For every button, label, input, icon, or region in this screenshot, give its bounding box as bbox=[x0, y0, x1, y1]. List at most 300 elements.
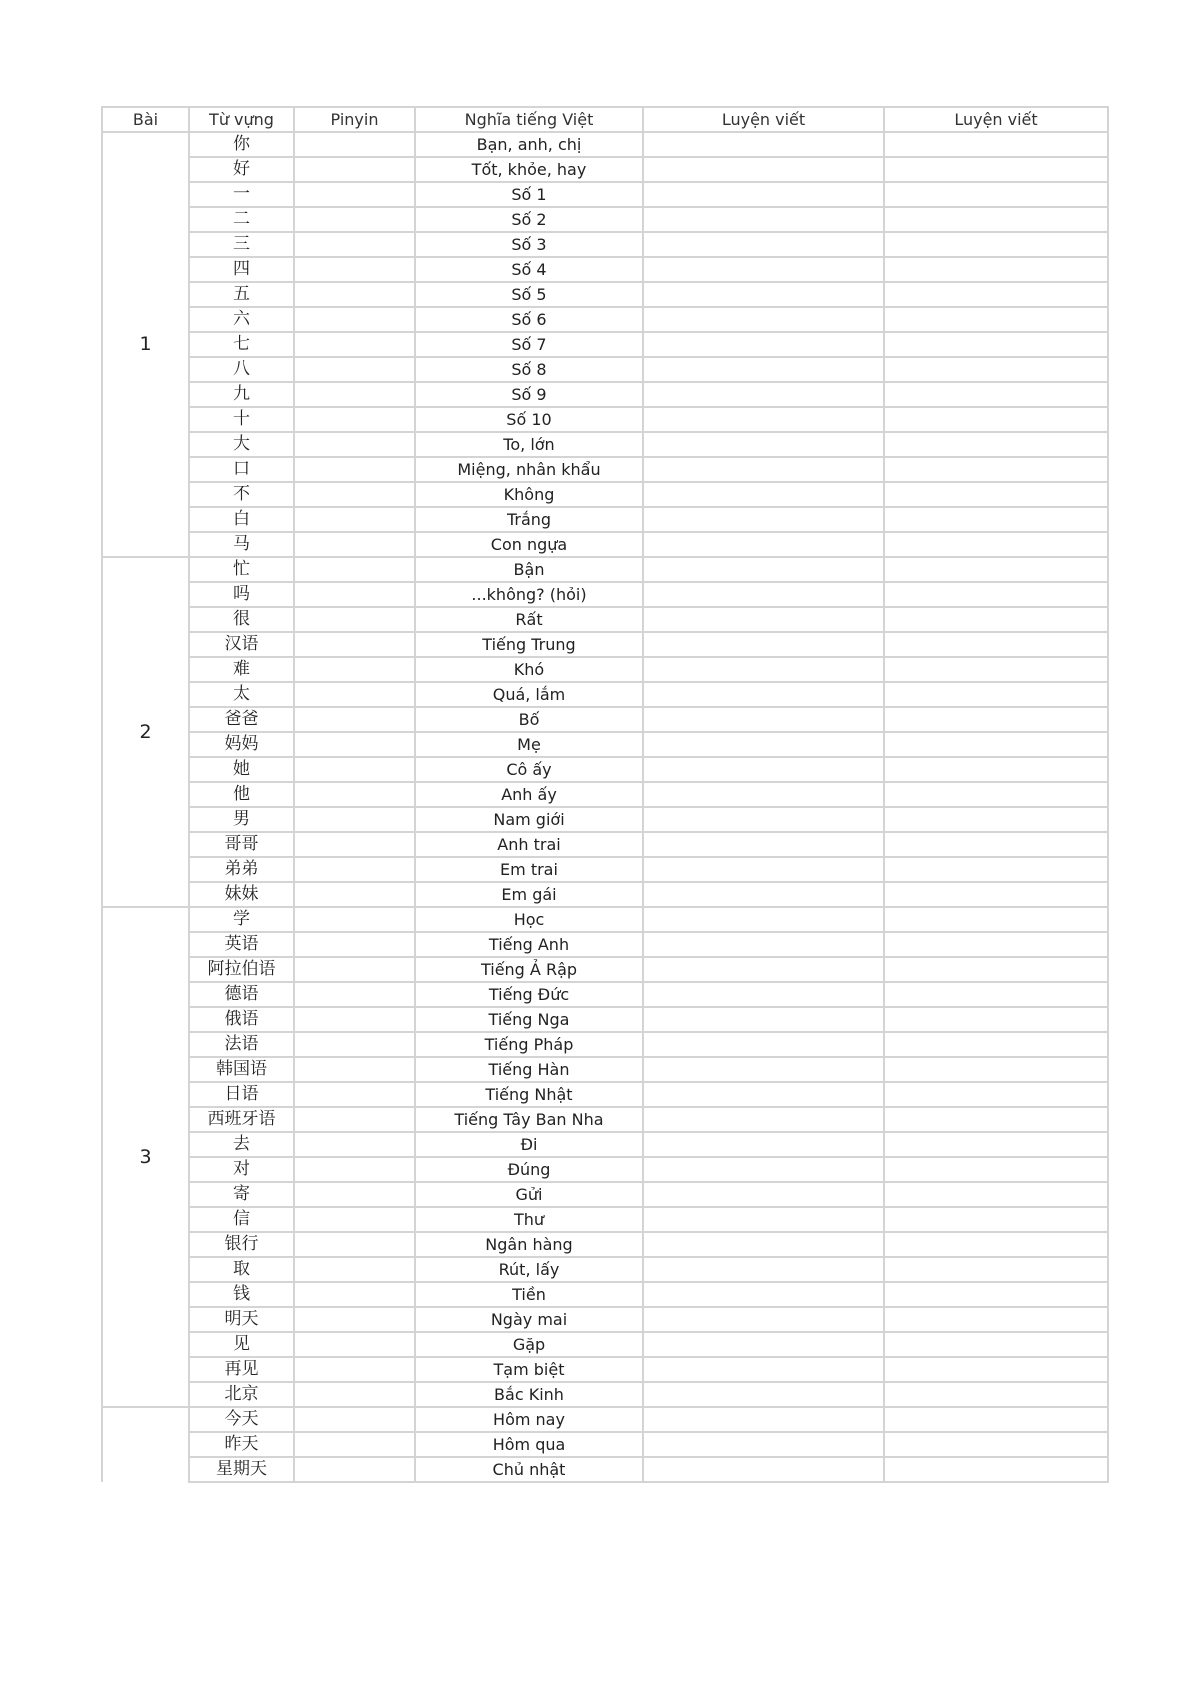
vocab-meaning: Thư bbox=[415, 1207, 643, 1232]
writing-practice-cell[interactable] bbox=[884, 582, 1108, 607]
vocab-meaning: Tốt, khỏe, hay bbox=[415, 157, 643, 182]
vocab-row bbox=[102, 1132, 1108, 1157]
vocab-meaning: Tiếng Nga bbox=[415, 1007, 643, 1032]
vocab-meaning: Bố bbox=[415, 707, 643, 732]
vocab-meaning: Nam giới bbox=[415, 807, 643, 832]
writing-practice-cell[interactable] bbox=[643, 1182, 884, 1207]
pinyin-cell[interactable] bbox=[294, 232, 415, 257]
vocab-hanzi: 弟弟 bbox=[189, 857, 294, 882]
vocab-hanzi: 钱 bbox=[189, 1282, 294, 1307]
writing-practice-cell[interactable] bbox=[884, 1157, 1108, 1182]
writing-practice-cell[interactable] bbox=[884, 1207, 1108, 1232]
vocab-meaning: Tiếng Nhật bbox=[415, 1082, 643, 1107]
writing-practice-cell[interactable] bbox=[884, 857, 1108, 882]
writing-practice-cell[interactable] bbox=[884, 1382, 1108, 1407]
vocab-row bbox=[102, 807, 1108, 832]
writing-practice-cell[interactable] bbox=[884, 882, 1108, 907]
header-row bbox=[102, 107, 1108, 132]
writing-practice-cell[interactable] bbox=[643, 1207, 884, 1232]
writing-practice-cell[interactable] bbox=[643, 132, 884, 157]
pinyin-cell[interactable] bbox=[294, 1132, 415, 1157]
writing-practice-cell[interactable] bbox=[884, 532, 1108, 557]
writing-practice-cell[interactable] bbox=[643, 732, 884, 757]
pinyin-cell[interactable] bbox=[294, 1107, 415, 1132]
writing-practice-cell[interactable] bbox=[643, 1332, 884, 1357]
writing-practice-cell[interactable] bbox=[884, 1282, 1108, 1307]
vocab-meaning: Tạm biệt bbox=[415, 1357, 643, 1382]
pinyin-cell[interactable] bbox=[294, 407, 415, 432]
vocab-row bbox=[102, 257, 1108, 282]
writing-practice-cell[interactable] bbox=[643, 1157, 884, 1182]
writing-practice-cell[interactable] bbox=[884, 232, 1108, 257]
writing-practice-cell[interactable] bbox=[643, 682, 884, 707]
pinyin-cell[interactable] bbox=[294, 1457, 415, 1482]
vocab-hanzi: 九 bbox=[189, 382, 294, 407]
header-vocab: Từ vựng bbox=[189, 107, 294, 132]
writing-practice-cell[interactable] bbox=[643, 407, 884, 432]
vocab-hanzi: 再见 bbox=[189, 1357, 294, 1382]
pinyin-cell[interactable] bbox=[294, 1382, 415, 1407]
writing-practice-cell[interactable] bbox=[884, 482, 1108, 507]
writing-practice-cell[interactable] bbox=[643, 982, 884, 1007]
vocab-hanzi: 马 bbox=[189, 532, 294, 557]
pinyin-cell[interactable] bbox=[294, 282, 415, 307]
writing-practice-cell[interactable] bbox=[884, 682, 1108, 707]
vocab-row bbox=[102, 1232, 1108, 1257]
pinyin-cell[interactable] bbox=[294, 482, 415, 507]
pinyin-cell[interactable] bbox=[294, 1432, 415, 1457]
vocab-hanzi: 大 bbox=[189, 432, 294, 457]
pinyin-cell[interactable] bbox=[294, 1157, 415, 1182]
vocab-hanzi: 俄语 bbox=[189, 1007, 294, 1032]
vocab-hanzi: 她 bbox=[189, 757, 294, 782]
vocab-hanzi: 学 bbox=[189, 907, 294, 932]
writing-practice-cell[interactable] bbox=[643, 557, 884, 582]
writing-practice-cell[interactable] bbox=[643, 1007, 884, 1032]
vocab-hanzi: 西班牙语 bbox=[189, 1107, 294, 1132]
vocab-hanzi: 爸爸 bbox=[189, 707, 294, 732]
writing-practice-cell[interactable] bbox=[643, 882, 884, 907]
vocab-meaning: Rút, lấy bbox=[415, 1257, 643, 1282]
writing-practice-cell[interactable] bbox=[643, 1357, 884, 1382]
vocab-row bbox=[102, 1332, 1108, 1357]
writing-practice-cell[interactable] bbox=[643, 257, 884, 282]
writing-practice-cell[interactable] bbox=[884, 1432, 1108, 1457]
writing-practice-cell[interactable] bbox=[643, 482, 884, 507]
writing-practice-cell[interactable] bbox=[884, 1457, 1108, 1482]
pinyin-cell[interactable] bbox=[294, 1057, 415, 1082]
vocab-hanzi: 日语 bbox=[189, 1082, 294, 1107]
vocab-meaning: Ngày mai bbox=[415, 1307, 643, 1332]
vocab-hanzi: 不 bbox=[189, 482, 294, 507]
writing-practice-cell[interactable] bbox=[643, 532, 884, 557]
vocab-meaning: Khó bbox=[415, 657, 643, 682]
vocab-row bbox=[102, 982, 1108, 1007]
pinyin-cell[interactable] bbox=[294, 1257, 415, 1282]
vocab-row bbox=[102, 532, 1108, 557]
pinyin-cell[interactable] bbox=[294, 182, 415, 207]
vocab-row bbox=[102, 1007, 1108, 1032]
pinyin-cell[interactable] bbox=[294, 1282, 415, 1307]
vocab-meaning: Cô ấy bbox=[415, 757, 643, 782]
writing-practice-cell[interactable] bbox=[884, 1182, 1108, 1207]
writing-practice-cell[interactable] bbox=[643, 957, 884, 982]
pinyin-cell[interactable] bbox=[294, 1207, 415, 1232]
lesson-number bbox=[102, 1407, 189, 1482]
vocab-meaning: Trắng bbox=[415, 507, 643, 532]
vocab-meaning: Đúng bbox=[415, 1157, 643, 1182]
writing-practice-cell[interactable] bbox=[643, 382, 884, 407]
vocab-row bbox=[102, 1107, 1108, 1132]
writing-practice-cell[interactable] bbox=[884, 907, 1108, 932]
vocab-hanzi: 你 bbox=[189, 132, 294, 157]
writing-practice-cell[interactable] bbox=[643, 757, 884, 782]
writing-practice-cell[interactable] bbox=[884, 1307, 1108, 1332]
vocab-hanzi: 阿拉伯语 bbox=[189, 957, 294, 982]
pinyin-cell[interactable] bbox=[294, 607, 415, 632]
writing-practice-cell[interactable] bbox=[884, 507, 1108, 532]
pinyin-cell[interactable] bbox=[294, 832, 415, 857]
pinyin-cell[interactable] bbox=[294, 1032, 415, 1057]
vocab-row bbox=[102, 1207, 1108, 1232]
vocab-meaning: Con ngựa bbox=[415, 532, 643, 557]
writing-practice-cell[interactable] bbox=[643, 707, 884, 732]
pinyin-cell[interactable] bbox=[294, 632, 415, 657]
vocab-row bbox=[102, 907, 1108, 932]
vocab-meaning: Số 4 bbox=[415, 257, 643, 282]
pinyin-cell[interactable] bbox=[294, 1407, 415, 1432]
writing-practice-cell[interactable] bbox=[643, 1257, 884, 1282]
writing-practice-cell[interactable] bbox=[643, 907, 884, 932]
vocab-row bbox=[102, 1182, 1108, 1207]
writing-practice-cell[interactable] bbox=[884, 1357, 1108, 1382]
pinyin-cell[interactable] bbox=[294, 982, 415, 1007]
vocab-hanzi: 太 bbox=[189, 682, 294, 707]
writing-practice-cell[interactable] bbox=[884, 1007, 1108, 1032]
vocab-hanzi: 今天 bbox=[189, 1407, 294, 1432]
vocab-meaning: Tiếng Hàn bbox=[415, 1057, 643, 1082]
writing-practice-cell[interactable] bbox=[643, 1407, 884, 1432]
vocab-row bbox=[102, 357, 1108, 382]
writing-practice-cell[interactable] bbox=[643, 1282, 884, 1307]
vocab-hanzi: 汉语 bbox=[189, 632, 294, 657]
vocab-meaning: Quá, lắm bbox=[415, 682, 643, 707]
pinyin-cell[interactable] bbox=[294, 1007, 415, 1032]
writing-practice-cell[interactable] bbox=[643, 607, 884, 632]
writing-practice-cell[interactable] bbox=[884, 1407, 1108, 1432]
vocab-hanzi: 二 bbox=[189, 207, 294, 232]
vocab-meaning: Ngân hàng bbox=[415, 1232, 643, 1257]
vocab-hanzi: 银行 bbox=[189, 1232, 294, 1257]
writing-practice-cell[interactable] bbox=[643, 1457, 884, 1482]
vocab-row bbox=[102, 282, 1108, 307]
writing-practice-cell[interactable] bbox=[643, 232, 884, 257]
writing-practice-cell[interactable] bbox=[884, 632, 1108, 657]
vocab-hanzi: 八 bbox=[189, 357, 294, 382]
header-writing-1: Luyện viết bbox=[643, 107, 884, 132]
vocab-meaning: Hôm nay bbox=[415, 1407, 643, 1432]
pinyin-cell[interactable] bbox=[294, 932, 415, 957]
writing-practice-cell[interactable] bbox=[643, 1307, 884, 1332]
vocab-meaning: Số 6 bbox=[415, 307, 643, 332]
vocab-hanzi: 六 bbox=[189, 307, 294, 332]
vocab-meaning: Học bbox=[415, 907, 643, 932]
writing-practice-cell[interactable] bbox=[884, 957, 1108, 982]
pinyin-cell[interactable] bbox=[294, 682, 415, 707]
writing-practice-cell[interactable] bbox=[643, 932, 884, 957]
pinyin-cell[interactable] bbox=[294, 707, 415, 732]
writing-practice-cell[interactable] bbox=[884, 207, 1108, 232]
pinyin-cell[interactable] bbox=[294, 507, 415, 532]
lesson-number: 3 bbox=[102, 907, 189, 1407]
writing-practice-cell[interactable] bbox=[884, 357, 1108, 382]
vocab-meaning: Gửi bbox=[415, 1182, 643, 1207]
vocab-meaning: Anh ấy bbox=[415, 782, 643, 807]
writing-practice-cell[interactable] bbox=[884, 257, 1108, 282]
vocab-meaning: Số 9 bbox=[415, 382, 643, 407]
vocab-hanzi: 一 bbox=[189, 182, 294, 207]
header-writing-2: Luyện viết bbox=[884, 107, 1108, 132]
pinyin-cell[interactable] bbox=[294, 357, 415, 382]
pinyin-cell[interactable] bbox=[294, 257, 415, 282]
pinyin-cell[interactable] bbox=[294, 132, 415, 157]
writing-practice-cell[interactable] bbox=[643, 357, 884, 382]
vocab-hanzi: 口 bbox=[189, 457, 294, 482]
vocab-hanzi: 十 bbox=[189, 407, 294, 432]
pinyin-cell[interactable] bbox=[294, 1357, 415, 1382]
writing-practice-cell[interactable] bbox=[884, 982, 1108, 1007]
vocab-meaning: Rất bbox=[415, 607, 643, 632]
vocab-row bbox=[102, 1307, 1108, 1332]
writing-practice-cell[interactable] bbox=[643, 182, 884, 207]
header-lesson: Bài bbox=[102, 107, 189, 132]
writing-practice-cell[interactable] bbox=[643, 157, 884, 182]
vocab-hanzi: 德语 bbox=[189, 982, 294, 1007]
pinyin-cell[interactable] bbox=[294, 907, 415, 932]
writing-practice-cell[interactable] bbox=[884, 1332, 1108, 1357]
pinyin-cell[interactable] bbox=[294, 207, 415, 232]
writing-practice-cell[interactable] bbox=[643, 1232, 884, 1257]
writing-practice-cell[interactable] bbox=[643, 332, 884, 357]
writing-practice-cell[interactable] bbox=[884, 1232, 1108, 1257]
vocab-hanzi: 他 bbox=[189, 782, 294, 807]
pinyin-cell[interactable] bbox=[294, 432, 415, 457]
writing-practice-cell[interactable] bbox=[884, 732, 1108, 757]
writing-practice-cell[interactable] bbox=[643, 857, 884, 882]
vocab-meaning: Hôm qua bbox=[415, 1432, 643, 1457]
writing-practice-cell[interactable] bbox=[643, 807, 884, 832]
vocab-hanzi: 四 bbox=[189, 257, 294, 282]
vocab-hanzi: 吗 bbox=[189, 582, 294, 607]
writing-practice-cell[interactable] bbox=[884, 132, 1108, 157]
vocab-meaning: Miệng, nhân khẩu bbox=[415, 457, 643, 482]
writing-practice-cell[interactable] bbox=[643, 1057, 884, 1082]
pinyin-cell[interactable] bbox=[294, 457, 415, 482]
vocab-meaning: Anh trai bbox=[415, 832, 643, 857]
writing-practice-cell[interactable] bbox=[643, 457, 884, 482]
vocab-meaning: Tiếng Pháp bbox=[415, 1032, 643, 1057]
vocab-row bbox=[102, 1157, 1108, 1182]
writing-practice-cell[interactable] bbox=[884, 1032, 1108, 1057]
pinyin-cell[interactable] bbox=[294, 1307, 415, 1332]
writing-practice-cell[interactable] bbox=[884, 282, 1108, 307]
pinyin-cell[interactable] bbox=[294, 157, 415, 182]
pinyin-cell[interactable] bbox=[294, 782, 415, 807]
vocab-hanzi: 信 bbox=[189, 1207, 294, 1232]
pinyin-cell[interactable] bbox=[294, 807, 415, 832]
vocab-hanzi: 哥哥 bbox=[189, 832, 294, 857]
vocab-hanzi: 取 bbox=[189, 1257, 294, 1282]
vocab-row bbox=[102, 1457, 1108, 1482]
vocab-row bbox=[102, 1057, 1108, 1082]
header-meaning: Nghĩa tiếng Việt bbox=[415, 107, 643, 132]
pinyin-cell[interactable] bbox=[294, 332, 415, 357]
vocab-hanzi: 七 bbox=[189, 332, 294, 357]
vocabulary-body bbox=[102, 132, 1108, 1482]
pinyin-cell[interactable] bbox=[294, 757, 415, 782]
vocab-row bbox=[102, 1032, 1108, 1057]
vocab-row bbox=[102, 582, 1108, 607]
vocab-hanzi: 男 bbox=[189, 807, 294, 832]
pinyin-cell[interactable] bbox=[294, 582, 415, 607]
writing-practice-cell[interactable] bbox=[643, 1432, 884, 1457]
pinyin-cell[interactable] bbox=[294, 882, 415, 907]
writing-practice-cell[interactable] bbox=[884, 432, 1108, 457]
writing-practice-cell[interactable] bbox=[884, 707, 1108, 732]
writing-practice-cell[interactable] bbox=[884, 1057, 1108, 1082]
vocab-hanzi: 去 bbox=[189, 1132, 294, 1157]
pinyin-cell[interactable] bbox=[294, 382, 415, 407]
vocab-row bbox=[102, 607, 1108, 632]
vocab-hanzi: 妈妈 bbox=[189, 732, 294, 757]
writing-practice-cell[interactable] bbox=[884, 557, 1108, 582]
vocab-meaning: Tiền bbox=[415, 1282, 643, 1307]
vocab-meaning: Tiếng Anh bbox=[415, 932, 643, 957]
writing-practice-cell[interactable] bbox=[643, 1032, 884, 1057]
writing-practice-cell[interactable] bbox=[884, 782, 1108, 807]
pinyin-cell[interactable] bbox=[294, 1232, 415, 1257]
vocab-row bbox=[102, 657, 1108, 682]
vocab-hanzi: 英语 bbox=[189, 932, 294, 957]
vocab-meaning: Không bbox=[415, 482, 643, 507]
vocab-hanzi: 三 bbox=[189, 232, 294, 257]
pinyin-cell[interactable] bbox=[294, 857, 415, 882]
pinyin-cell[interactable] bbox=[294, 657, 415, 682]
writing-practice-cell[interactable] bbox=[884, 1082, 1108, 1107]
writing-practice-cell[interactable] bbox=[643, 282, 884, 307]
vocab-row bbox=[102, 732, 1108, 757]
vocab-meaning: Gặp bbox=[415, 1332, 643, 1357]
vocab-row bbox=[102, 457, 1108, 482]
vocab-row bbox=[102, 1082, 1108, 1107]
pinyin-cell[interactable] bbox=[294, 307, 415, 332]
writing-practice-cell[interactable] bbox=[643, 1107, 884, 1132]
vocab-meaning: Tiếng Ả Rập bbox=[415, 957, 643, 982]
pinyin-cell[interactable] bbox=[294, 957, 415, 982]
writing-practice-cell[interactable] bbox=[643, 207, 884, 232]
vocab-meaning: Số 10 bbox=[415, 407, 643, 432]
pinyin-cell[interactable] bbox=[294, 1082, 415, 1107]
writing-practice-cell[interactable] bbox=[884, 307, 1108, 332]
writing-practice-cell[interactable] bbox=[884, 1132, 1108, 1157]
vocab-row bbox=[102, 407, 1108, 432]
vocab-hanzi: 北京 bbox=[189, 1382, 294, 1407]
writing-practice-cell[interactable] bbox=[643, 432, 884, 457]
vocab-row bbox=[102, 1407, 1108, 1432]
vocab-hanzi: 五 bbox=[189, 282, 294, 307]
vocab-row bbox=[102, 1382, 1108, 1407]
writing-practice-cell[interactable] bbox=[884, 157, 1108, 182]
writing-practice-cell[interactable] bbox=[884, 932, 1108, 957]
writing-practice-cell[interactable] bbox=[884, 607, 1108, 632]
vocab-hanzi: 韩国语 bbox=[189, 1057, 294, 1082]
writing-practice-cell[interactable] bbox=[643, 1382, 884, 1407]
pinyin-cell[interactable] bbox=[294, 1332, 415, 1357]
writing-practice-cell[interactable] bbox=[884, 807, 1108, 832]
writing-practice-cell[interactable] bbox=[643, 507, 884, 532]
writing-practice-cell[interactable] bbox=[643, 307, 884, 332]
pinyin-cell[interactable] bbox=[294, 732, 415, 757]
writing-practice-cell[interactable] bbox=[884, 657, 1108, 682]
vocab-hanzi: 好 bbox=[189, 157, 294, 182]
vocab-row bbox=[102, 232, 1108, 257]
pinyin-cell[interactable] bbox=[294, 557, 415, 582]
vocab-row bbox=[102, 857, 1108, 882]
vocab-row bbox=[102, 332, 1108, 357]
writing-practice-cell[interactable] bbox=[643, 657, 884, 682]
writing-practice-cell[interactable] bbox=[643, 832, 884, 857]
writing-practice-cell[interactable] bbox=[884, 457, 1108, 482]
vocab-row bbox=[102, 882, 1108, 907]
vocab-meaning: Số 1 bbox=[415, 182, 643, 207]
writing-practice-cell[interactable] bbox=[884, 407, 1108, 432]
vocab-meaning: Bận bbox=[415, 557, 643, 582]
writing-practice-cell[interactable] bbox=[884, 382, 1108, 407]
vocabulary-table bbox=[101, 106, 1109, 1483]
writing-practice-cell[interactable] bbox=[643, 1132, 884, 1157]
writing-practice-cell[interactable] bbox=[884, 832, 1108, 857]
writing-practice-cell[interactable] bbox=[884, 1257, 1108, 1282]
writing-practice-cell[interactable] bbox=[643, 782, 884, 807]
vocab-row bbox=[102, 632, 1108, 657]
writing-practice-cell[interactable] bbox=[884, 1107, 1108, 1132]
vocab-hanzi: 忙 bbox=[189, 557, 294, 582]
pinyin-cell[interactable] bbox=[294, 1182, 415, 1207]
vocab-row bbox=[102, 132, 1108, 157]
vocab-meaning: Số 3 bbox=[415, 232, 643, 257]
vocab-meaning: Bắc Kinh bbox=[415, 1382, 643, 1407]
vocab-row bbox=[102, 432, 1108, 457]
vocab-row bbox=[102, 707, 1108, 732]
writing-practice-cell[interactable] bbox=[884, 757, 1108, 782]
writing-practice-cell[interactable] bbox=[643, 582, 884, 607]
vocab-row bbox=[102, 1282, 1108, 1307]
writing-practice-cell[interactable] bbox=[643, 632, 884, 657]
pinyin-cell[interactable] bbox=[294, 532, 415, 557]
vocab-row bbox=[102, 682, 1108, 707]
writing-practice-cell[interactable] bbox=[884, 182, 1108, 207]
writing-practice-cell[interactable] bbox=[884, 332, 1108, 357]
vocab-hanzi: 见 bbox=[189, 1332, 294, 1357]
vocab-meaning: Đi bbox=[415, 1132, 643, 1157]
vocab-hanzi: 难 bbox=[189, 657, 294, 682]
vocab-hanzi: 很 bbox=[189, 607, 294, 632]
vocab-row bbox=[102, 307, 1108, 332]
vocab-row bbox=[102, 782, 1108, 807]
vocab-hanzi: 妹妹 bbox=[189, 882, 294, 907]
vocab-hanzi: 明天 bbox=[189, 1307, 294, 1332]
writing-practice-cell[interactable] bbox=[643, 1082, 884, 1107]
